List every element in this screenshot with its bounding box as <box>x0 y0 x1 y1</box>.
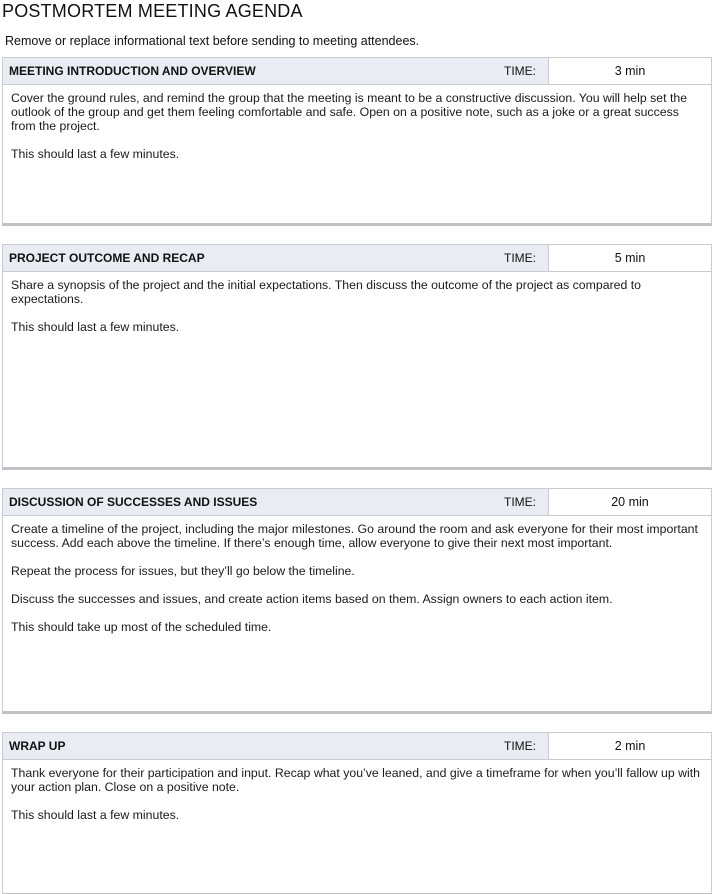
section-header <box>3 489 711 516</box>
section-paragraph: Discuss the successes and issues, and create action items based on them. Assign owners to each action item. <box>11 592 613 606</box>
page-title: POSTMORTEM MEETING AGENDA <box>2 1 303 21</box>
section-paragraph: Create a timeline of the project, including the major milestones. Go around the room and ask everyone for their most important success. Add each above the timeline. If there’s enough time, allow everyone to give their next most important. <box>11 522 698 550</box>
time-label: TIME: <box>504 495 536 509</box>
time-value-field[interactable]: 2 min <box>548 733 711 759</box>
time-value-field[interactable]: 3 min <box>548 58 711 84</box>
section-heading: MEETING INTRODUCTION AND OVERVIEW <box>9 64 256 78</box>
instruction-note: Remove or replace informational text before sending to meeting attendees. <box>5 34 420 48</box>
agenda-section-introduction <box>2 57 712 226</box>
section-header <box>3 245 711 272</box>
section-header <box>3 58 711 85</box>
section-paragraph: Cover the ground rules, and remind the group that the meeting is meant to be a constructive discussion. You will help set the outlook of the group and get them feeling comfortable and safe. Open on a positive note, such as a joke or a great success from the project. <box>11 91 688 133</box>
section-heading: PROJECT OUTCOME AND RECAP <box>9 251 205 265</box>
section-paragraph: Thank everyone for their participation and input. Recap what you’ve leaned, and give a timeframe for when you’ll fallow up with your action plan. Close on a positive note. <box>11 766 701 794</box>
agenda-section-discussion <box>2 488 712 714</box>
section-paragraph: This should last a few minutes. <box>11 147 180 161</box>
section-body[interactable] <box>3 760 711 822</box>
section-paragraph: This should take up most of the scheduled time. <box>11 620 272 634</box>
section-paragraph: Share a synopsis of the project and the initial expectations. Then discuss the outcome of the project as compared to expectations. <box>11 278 642 306</box>
time-value-field[interactable]: 20 min <box>548 489 711 515</box>
time-label: TIME: <box>504 739 536 753</box>
time-value-field[interactable]: 5 min <box>548 245 711 271</box>
section-body[interactable] <box>3 516 711 634</box>
time-label: TIME: <box>504 251 536 265</box>
section-body[interactable] <box>3 85 711 161</box>
section-header <box>3 733 711 760</box>
section-paragraph: This should last a few minutes. <box>11 808 180 822</box>
section-body[interactable] <box>3 272 711 334</box>
section-paragraph: Repeat the process for issues, but they’ll go below the timeline. <box>11 564 355 578</box>
agenda-section-wrap-up <box>2 732 712 894</box>
section-heading: DISCUSSION OF SUCCESSES AND ISSUES <box>9 495 258 509</box>
section-heading: WRAP UP <box>9 739 66 753</box>
time-label: TIME: <box>504 64 536 78</box>
agenda-section-outcome <box>2 244 712 470</box>
section-paragraph: This should last a few minutes. <box>11 320 180 334</box>
